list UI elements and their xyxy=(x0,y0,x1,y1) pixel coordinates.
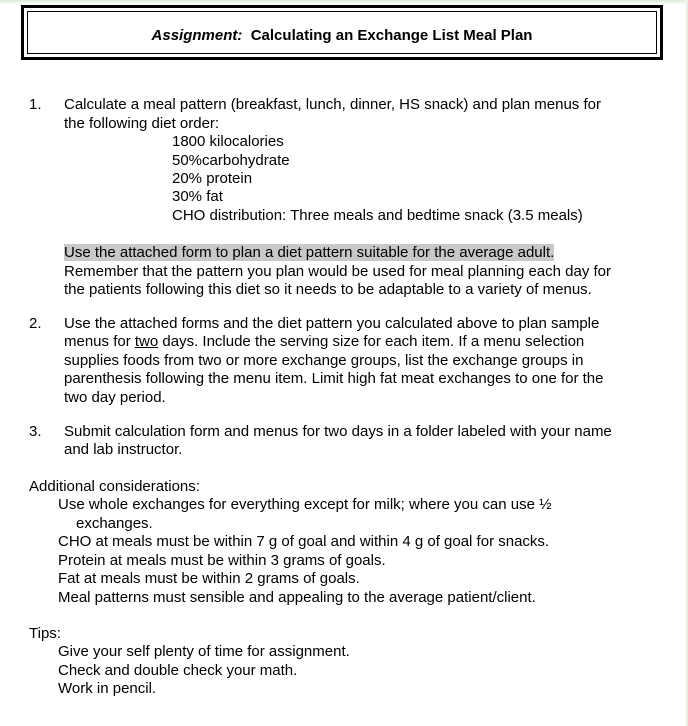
tips-line-1: Give your self plenty of time for assignment. xyxy=(58,643,350,660)
tips-line-2: Check and double check your math. xyxy=(58,662,298,679)
underlined-two: two xyxy=(134,333,159,350)
diet-protein: 20% protein xyxy=(172,170,253,187)
diet-cho-distribution: CHO distribution: Three meals and bedtime snack (3.5 meals) xyxy=(172,207,583,224)
item-1-follow-2: the patients following this diet so it needs to be adaptable to a variety of menus. xyxy=(64,281,592,298)
item-2-line-2 xyxy=(64,333,584,351)
item-1-number: 1. xyxy=(29,96,42,113)
title-text: Calculating an Exchange List Meal Plan xyxy=(250,27,533,44)
item-2-line-1: Use the attached forms and the diet pattern you calculated above to plan sample xyxy=(64,315,600,332)
diet-fat: 30% fat xyxy=(172,188,223,205)
additional-line-1: Use whole exchanges for everything except for milk; where you can use ½ xyxy=(58,496,552,513)
top-edge-tint xyxy=(0,0,688,4)
item-3-line-1: Submit calculation form and menus for two days in a folder labeled with your name xyxy=(64,423,612,440)
item-2-line-4: parenthesis following the menu item. Limit high fat meat exchanges to one for the xyxy=(64,370,604,387)
item-2-number: 2. xyxy=(29,315,42,332)
additional-line-3: CHO at meals must be within 7 g of goal and within 4 g of goal for snacks. xyxy=(58,533,550,550)
diet-kcal: 1800 kilocalories xyxy=(172,133,284,150)
additional-line-6: Meal patterns must sensible and appealing to the average patient/client. xyxy=(58,589,536,606)
item-2-line-5: two day period. xyxy=(64,389,166,406)
item-1-line-1: Calculate a meal pattern (breakfast, lunch, dinner, HS snack) and plan menus for xyxy=(64,96,601,113)
item-2-line-2-pre: menus for xyxy=(64,333,135,350)
tips-heading: Tips: xyxy=(29,625,61,642)
tips-line-3: Work in pencil. xyxy=(58,680,157,697)
title-label: Assignment: xyxy=(151,27,243,44)
item-1-highlight xyxy=(64,244,554,262)
additional-line-5: Fat at meals must be within 2 grams of goals. xyxy=(58,570,360,587)
item-3-line-2: and lab instructor. xyxy=(64,441,183,458)
additional-line-4: Protein at meals must be within 3 grams of goals. xyxy=(58,552,386,569)
highlighted-text: Use the attached form to plan a diet pattern suitable for the average adult. xyxy=(64,244,555,261)
item-1-follow-1: Remember that the pattern you plan would be used for meal planning each day for xyxy=(64,263,612,280)
item-2-line-3: supplies foods from two or more exchange groups, list the exchange groups in xyxy=(64,352,584,369)
diet-carb: 50%carbohydrate xyxy=(172,152,290,169)
item-3-number: 3. xyxy=(29,423,42,440)
page-title xyxy=(24,27,660,44)
title-box xyxy=(21,5,663,60)
item-2-line-2-post: days. Include the serving size for each item. If a menu selection xyxy=(158,333,585,350)
additional-heading: Additional considerations: xyxy=(29,478,200,495)
item-1-line-2: the following diet order: xyxy=(64,115,220,132)
additional-line-2: exchanges. xyxy=(76,515,153,532)
